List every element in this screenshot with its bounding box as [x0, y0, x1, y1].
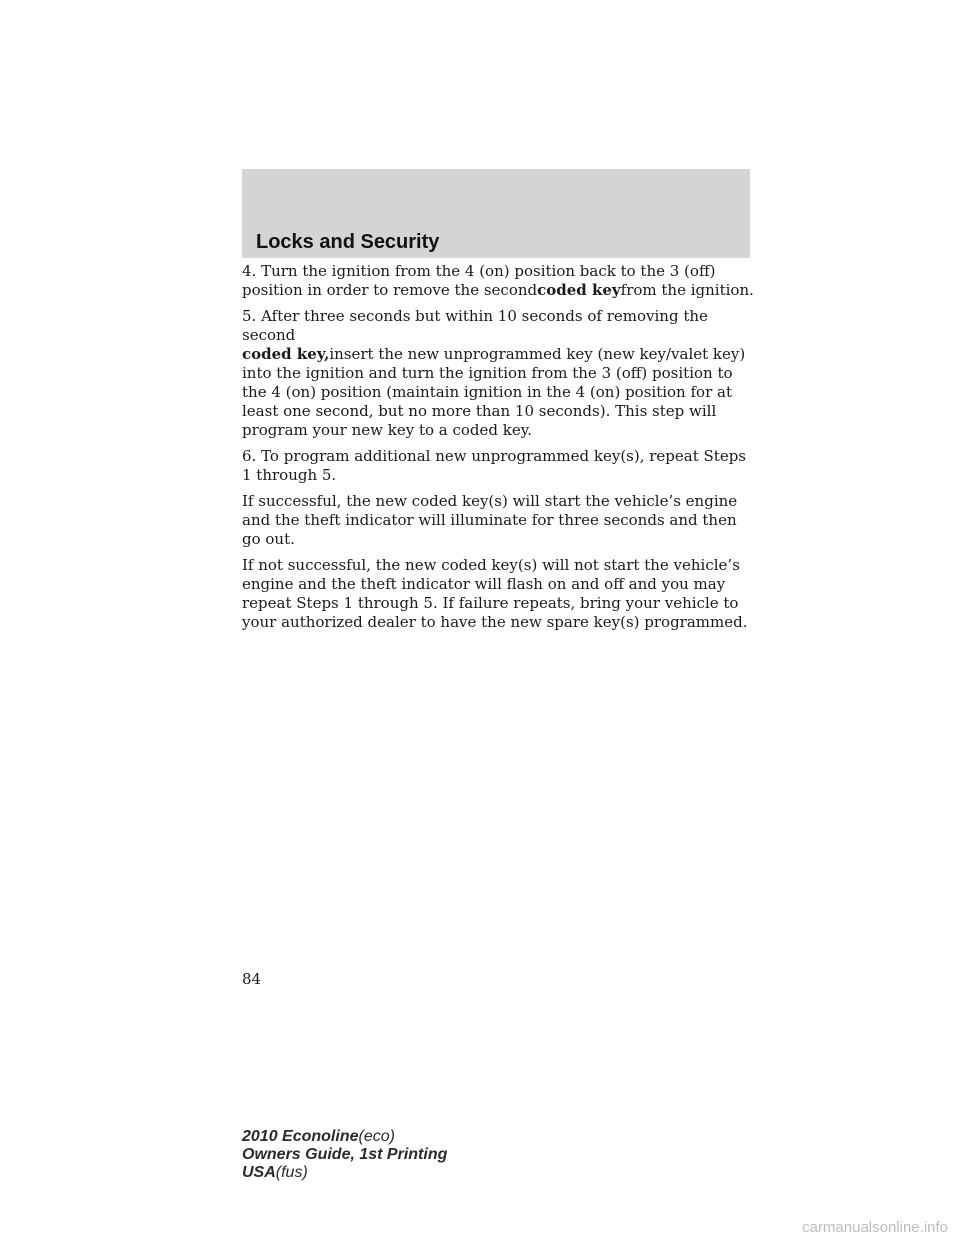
- step-5-paragraph: [242, 307, 754, 440]
- step-5-text-end: insert the new unprogrammed key (new key/valet key) into the ignition and turn the ignition from the 3 (off) position to the 4 (on) position (maintain ignition in the 4 (on) position for at least one second, but no more than 10 seconds). This step will program your new key to a coded key.: [242, 345, 746, 439]
- coded-key-term-2: coded key,: [242, 345, 330, 363]
- step-4-text: 4. Turn the ignition from the 4 (on) position back to the 3 (off) position in order to remove the second: [242, 262, 716, 299]
- section-title: Locks and Security: [256, 231, 440, 253]
- document-footer: [242, 1128, 447, 1182]
- footer-line-3: [242, 1164, 447, 1182]
- step-4-paragraph: [242, 262, 754, 300]
- site-watermark: carmanualsonline.info: [802, 1219, 948, 1236]
- footer-region-code: (fus): [275, 1164, 308, 1181]
- step-5-text: 5. After three seconds but within 10 seconds of removing the second: [242, 307, 708, 344]
- coded-key-term: coded key: [537, 281, 621, 299]
- step-4-text-end: from the ignition.: [620, 281, 754, 299]
- footer-line-1: [242, 1128, 447, 1146]
- footer-model: 2010 Econoline: [242, 1128, 359, 1145]
- footer-region: USA: [242, 1164, 276, 1181]
- instructions-body: [242, 262, 754, 639]
- footer-model-code: (eco): [358, 1128, 395, 1145]
- page-number: 84: [242, 970, 262, 988]
- footer-line-2: Owners Guide, 1st Printing: [242, 1146, 448, 1163]
- section-header-band: [242, 169, 750, 258]
- success-paragraph: If successful, the new coded key(s) will start the vehicle’s engine and the theft indicator will illuminate for three seconds and then go out.: [242, 492, 738, 548]
- step-6-paragraph: 6. To program additional new unprogrammed key(s), repeat Steps 1 through 5.: [242, 447, 747, 484]
- failure-paragraph: If not successful, the new coded key(s) will not start the vehicle’s engine and the theft indicator will flash on and off and you may repeat Steps 1 through 5. If failure repeats, bring your vehicle to your authorized dealer to have the new spare key(s) programmed.: [242, 556, 748, 631]
